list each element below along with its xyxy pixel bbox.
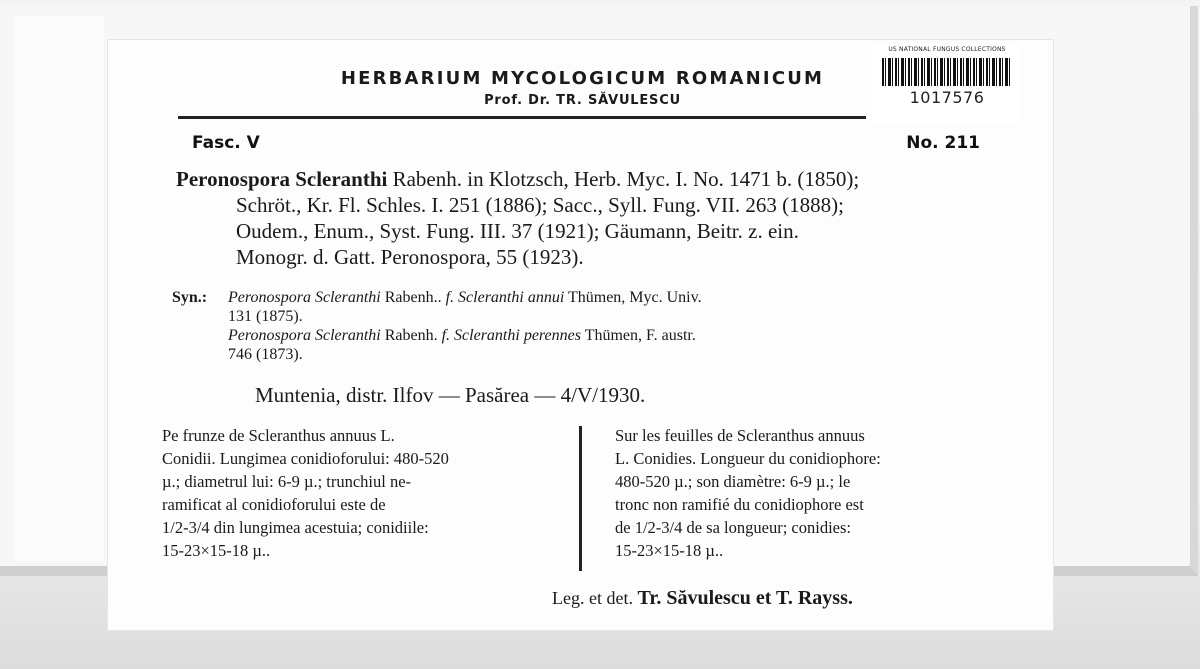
synonym-2-genus: Peronospora Scleranthi [228,327,381,344]
synonym-1-genus: Peronospora Scleranthi [228,289,381,306]
species-name: Peronospora Scleranthi [176,167,388,191]
exsiccata-number: No. 211 [906,133,980,153]
ro-line: 15-23×15-18 µ.. [162,541,271,560]
fr-line: 480-520 µ.; son diamètre: 6-9 µ.; le [615,472,851,491]
synonym-2-year: 746 (1873). [228,346,303,363]
column-divider [579,426,582,571]
description-romanian [162,424,557,562]
synonym-label: Syn.: [172,289,208,306]
collector-prefix: Leg. et det. [552,588,638,608]
herbarium-curator: Prof. Dr. TR. SĂVULESCU [484,93,681,108]
species-line-2: Schröt., Kr. Fl. Schles. I. 251 (1886); Sacc., Syll. Fung. VII. 263 (1888); [236,193,844,217]
synonym-2-ref: Thümen, F. austr. [580,327,696,344]
fr-line: tronc non ramifié du conidiophore est [615,495,864,514]
collector-names: Tr. Săvulescu et T. Rayss. [637,587,853,609]
barcode-caption: US NATIONAL FUNGUS COLLECTIONS [888,46,1006,53]
fr-line: Sur les feuilles de Scleranthus annuus [615,426,865,445]
synonym-1-year: 131 (1875). [228,308,303,325]
description-french [615,424,1010,562]
synonym-1-ref: Thümen, Myc. Univ. [564,289,702,306]
barcode [882,58,1012,86]
synonym-2 [172,326,1002,345]
collector-line [552,587,853,610]
fr-line: 15-23×15-18 µ.. [615,541,724,560]
header-rule [178,116,866,119]
fr-line: de 1/2-3/4 de sa longueur; conidies: [615,518,851,537]
ro-line: Pe frunze de Scleranthus annuus L. [162,426,395,445]
species-line-1 [176,166,1006,192]
species-citation [176,166,1006,270]
species-authority: Rabenh. in Klotzsch, Herb. Myc. I. No. 1471 b. (1850); [387,167,860,191]
synonym-2-author: Rabenh. [380,327,442,344]
synonym-1 [172,288,1002,307]
ro-line: ramificat al conidioforului este de [162,495,386,514]
fascicle-number: Fasc. V [192,133,260,153]
sheet-margin [14,16,104,561]
ro-line: Conidii. Lungimea conidioforului: 480-520 [162,449,449,468]
synonym-2-forma: f. Scleranthi perennes [441,327,581,344]
synonyms [172,288,1002,364]
ro-line: 1/2-3/4 din lungimea acestuia; conidiile: [162,518,429,537]
species-line-4: Monogr. d. Gatt. Peronospora, 55 (1923). [236,245,584,269]
collection-locality: Muntenia, distr. Ilfov — Pasărea — 4/V/1930. [255,383,646,407]
ro-line: µ.; diametrul lui: 6-9 µ.; trunchiul ne- [162,472,412,491]
synonym-1-author: Rabenh.. [380,289,446,306]
herbarium-title: HERBARIUM MYCOLOGICUM ROMANICUM [340,68,825,89]
synonym-1-forma: f. Scleranthi annui [445,289,565,306]
barcode-number: 1017576 [909,88,985,107]
fr-line: L. Conidies. Longueur du conidiophore: [615,449,881,468]
species-line-3: Oudem., Enum., Syst. Fung. III. 37 (1921); Gäumann, Beitr. z. ein. [236,219,799,243]
